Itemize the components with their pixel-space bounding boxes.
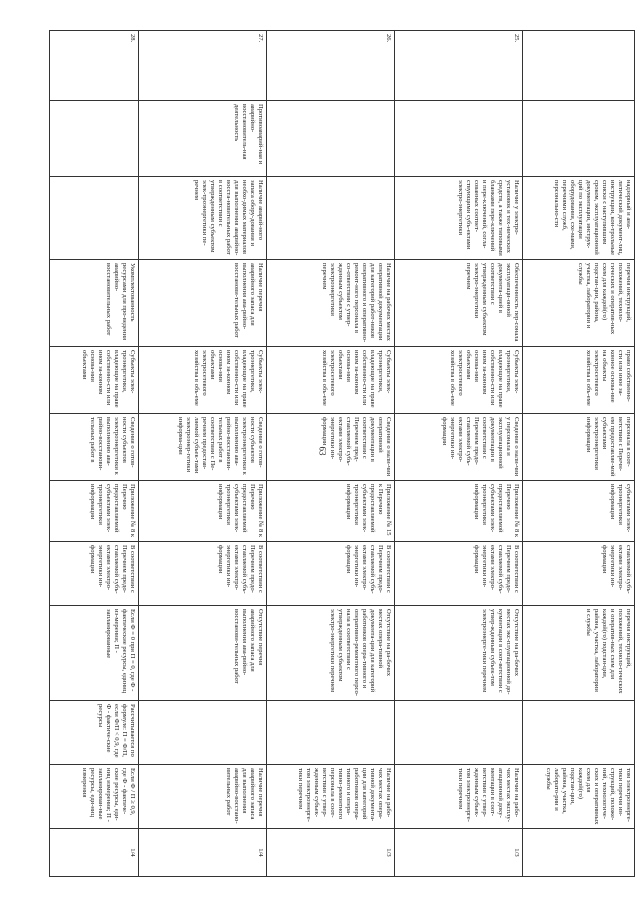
table-cell (50, 101, 139, 177)
row-number-cell (523, 31, 635, 101)
table-cell: субъектами элек-троэнергетики информации (523, 481, 635, 542)
table-cell: Обеспеченность пер-сонала эксплуатаци-онной документа-цией в соответствии с утвержденным субъектом электро-энергетики перечнем (395, 260, 523, 347)
table-cell: Сведения о готов-ности субъектов электроэнергетики к выполнению ава-рийно-восстанови-тельных работ в соответствии с Пе-речнем предостав-ляемой субъек-тами электроэнер-гетики информа-ции (139, 414, 267, 481)
table-cell: Сведения о готов-ности субъектов электроэнергетики к выполнению ава-рийно-восстанови-тельных работ в (50, 414, 139, 481)
table-cell: В соответствии с Перечнем предо-ставляемой субъ-ектами электро-энергетики ин-формации (139, 542, 267, 606)
table-cell: Отсутствие на ра-бочих местах экс-плуатационной до-кументации в соот-ветствии с утвер-жденным субъек-том электроэнерге-тики перечнем (395, 606, 523, 701)
table-cell: персонала в соот-ветствии с Перечн-ем предоставляе-мой субъектами электроэнергетики информации (523, 414, 635, 481)
table-cell: Приложение № 15 к Перечню предоставляемой субъектами элек-троэнергетики информации (267, 481, 395, 542)
table-cell: В соответствии с Перечнем предо-ставляемой субъ-ектами электро-энергетики ин-формации (50, 542, 139, 606)
table-cell: Если Ф / П ≥ 0,9, где Ф - фактиче-ские ресурсы, еди-ниц измерения; П - запланирован-ные ресурсы, еди-ниц измерения (50, 765, 139, 829)
table-row (267, 31, 395, 877)
table-cell: Наличие на рабо-чих местах эксплу-атационной доку-ментации в соот-ветствии с утвер-жденным субъек-том электроэнерге-тики перечнем (395, 765, 523, 829)
score-cell: 1/3 (267, 829, 395, 877)
table-cell: Наличие перечня аварийного запаса для выполнения аварийно-восстано-вительных работ (139, 765, 267, 829)
score-cell: 1/4 (139, 829, 267, 877)
table-cell: Субъекты элек-троэнергетики, владеющие на праве собственно-сти или ином за-конном основа-нии объектами электросетевого хозяйства в объ-еме (395, 347, 523, 414)
table-cell: Противоаварий-ная и аварийно-восстановитель-ная деятельность (139, 101, 267, 177)
table-cell: В соответствии с Перечнем предо-ставляемой субъ-ектами электро-энергетики ин-формации (267, 542, 395, 606)
table-cell: Сведения о нали-чии у персонала и эксплуатационной документации в соответствии с Перечнем предо-ставляемой субъ-ектами электро-энергетики ин-формации (395, 414, 523, 481)
table-cell (395, 701, 523, 765)
table-cell: Субъекты элек-троэнергетики, владеющие на праве собственно-сти или ином за-конном основа-нии объектами (50, 347, 139, 414)
table-cell: Субъекты элек-троэнергетики, владеющие на праве собственно-сти или ином за-конном основа-нии объектами электросетевого хозяйства в объ-еме (139, 347, 267, 414)
table-cell: Наличие аварий-ного запаса обору-дования и необхо-димых материалов для выполнения аварийно-восста-новительных работ в соответствии с утвержденным субъектом элек-троэнергетики пе-речнем (139, 177, 267, 260)
row-number-cell: 27. (139, 31, 267, 101)
table-cell: Наличие перечня аварийного запаса для выполнения ава-рийно-восстанови-тельных работ (139, 260, 267, 347)
table-cell: Отсутствие на ра-бочих местах опера-тивной документа-ции для категорий работников опера-тивного и оперативно-ремонтного персо-нала в соответствии с утвержденным субъектом электро-энергетики перечнем (267, 606, 395, 701)
table-cell: ставляемой субъ-ектами электро-энергетики ин-формации (523, 542, 635, 606)
row-number-cell: 28. (50, 31, 139, 101)
table-cell: Наличие на рабо-чих местах опера-тивной документа-ции для категорий работников опера-тивного и опера-тивно-ремонтного персонала в соот-ветствии с утвер-жденным субъек-том электроэнерге-тики перечнем (267, 765, 395, 829)
table-cell (50, 177, 139, 260)
row-number-cell: 25. (395, 31, 523, 101)
table-cell: Рассчитывается по формуле: П = Ф/П, если Ф/П < 0,9, где Ф - фактиче-ские ресурсы (50, 701, 139, 765)
score-cell (523, 829, 635, 877)
table-cell (523, 101, 635, 177)
table-cell: Укомплектованность ресурсами для про-ведения аварийно-восстановительных работ (50, 260, 139, 347)
score-cell: 1/4 (50, 829, 139, 877)
table-row (395, 31, 523, 877)
table-cell: надзорный и ана-литический документ-лиц, инструкции, кон-трольные списки с наступившим сроком, эксплуатационной документации, инструк-ций по эксплуатации оборудования, схе-мами, перечнями служб, персонально-сти (523, 177, 635, 260)
table-cell: Приложение № 8 к Перечню предоставляемой субъектами элек-троэнергетики информации (395, 481, 523, 542)
table-cell: том электроэнерге-тики перечня ин-струкций, положе-ний, технологиче-ских и оперативных схем для каждой(го) подстан-ции, района, участка, лаборато-рии и службы (523, 765, 635, 829)
table-cell (523, 701, 635, 765)
table-body (50, 31, 635, 877)
table-cell (267, 701, 395, 765)
table-row (523, 31, 635, 877)
table-cell: Отсутствие перечня аварийного запаса для выполнения ава-рийно-восстанови-тельных работ (139, 606, 267, 701)
table-cell (395, 101, 523, 177)
table-cell: Сведения о нали-чии оперативной документации в соответствии с Перечнем пред-ставляемой субъ-ектами электро-энергетики ин-формации (267, 414, 395, 481)
table-cell: перечня инструкций, положений, техноло-гических и оператив-ных схем для каждой(го) подстан-ции, района, участка, лаборатории и службы (523, 606, 635, 701)
table-row (50, 31, 139, 877)
table-cell: Наличие на рабочих местах оперативной документации для категорий работ-ников оперативного и оперативно-ремонт-ного персонала в со-ответствии с утвер-жденным субъектом электроэнергетики перечнем (267, 260, 395, 347)
table-cell: перечня инструкций, положений, техноло-гических и оператив-ных схем для каждой(го) подстан-ции, района, участка, лаборатории и службы (523, 260, 635, 347)
table-cell: В соответствии с Перечнем предо-ставляемой субъ-ектами электро-энергетики ин-формации (395, 542, 523, 606)
table-cell: Наличие у электро-установок и тех-нических средств, а также типовыми бланками пере-ключений и пере-ключений, согла-сованных соответ-ствующими субъ-ектами электро-энергетики (395, 177, 523, 260)
table-cell: Приложение № 8 к Перечню предоставляемой субъектами элек-троэнергетики информации (139, 481, 267, 542)
table-cell (267, 101, 395, 177)
table-cell: право собственно-сти или иное за-конное основа-ние на объекты электросетевого хозяйства в объ-еме (523, 347, 635, 414)
table-cell: Если Ф = 0 при П = 0, где Ф - фактические ресурсы, единиц из-мерения; П - запланированные (50, 606, 139, 701)
page-number: 63 (317, 446, 328, 456)
requirements-table (49, 30, 635, 877)
score-cell: 1/3 (395, 829, 523, 877)
row-number-cell: 26. (267, 31, 395, 101)
table-row (139, 31, 267, 877)
table-cell (267, 177, 395, 260)
rotated-table-wrapper (50, 30, 635, 876)
table-cell (139, 701, 267, 765)
table-cell: Приложение № 8 к Перечню предоставляемой субъектами элек-троэнергетики информации (50, 481, 139, 542)
table-cell: Субъекты элек-троэнергетики, владеющие на праве собственно-сти или ином за-конном основа-нии объектами электросетевого хозяйства в объ-еме (267, 347, 395, 414)
